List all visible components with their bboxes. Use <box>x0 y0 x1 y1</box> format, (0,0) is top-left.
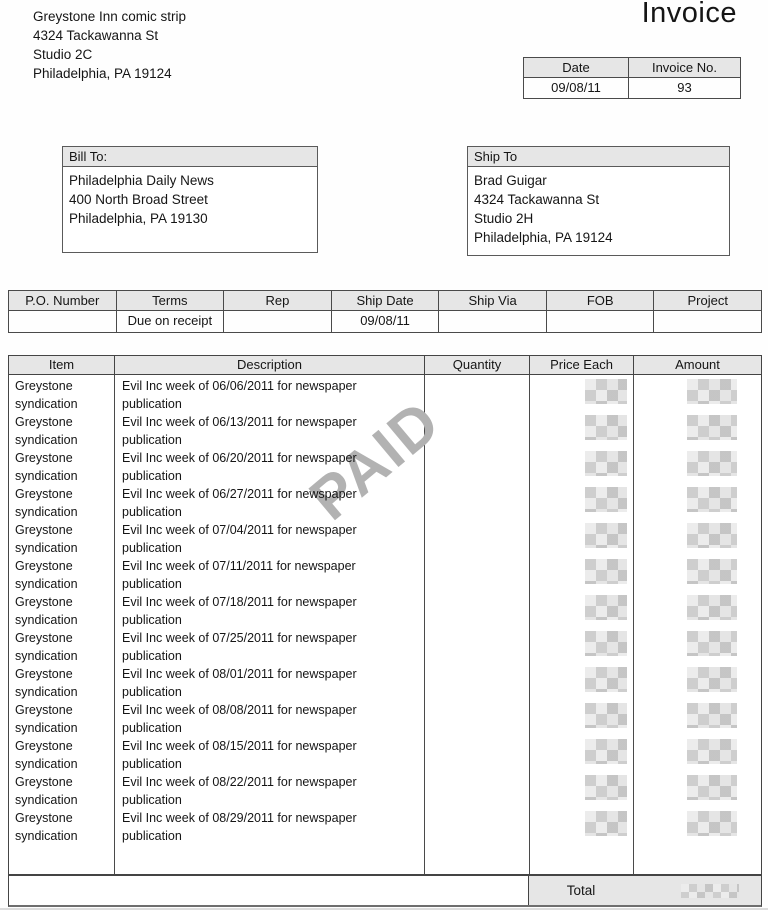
quantity-cell <box>424 773 529 809</box>
redacted-price-mosaic <box>585 775 627 800</box>
invoice-meta-table <box>523 57 741 99</box>
description-cell: Evil Inc week of 08/08/2011 for newspaper publication <box>122 703 357 735</box>
column-header-description: Description <box>114 356 424 374</box>
meta-value-date: 09/08/11 <box>524 78 629 98</box>
amount-cell <box>633 809 761 845</box>
bill-to-box <box>62 146 318 253</box>
company-address <box>33 7 186 83</box>
amount-cell <box>633 557 761 593</box>
item-cell: Greystone syndication <box>15 703 78 735</box>
ship-to-line: Philadelphia, PA 19124 <box>474 230 613 245</box>
item-cell: Greystone syndication <box>15 415 78 447</box>
quantity-cell <box>424 557 529 593</box>
description-cell: Evil Inc week of 06/06/2011 for newspaper publication <box>122 379 357 411</box>
item-cell: Greystone syndication <box>15 667 78 699</box>
order-header-ship-date: Ship Date <box>332 291 440 311</box>
description-cell: Evil Inc week of 06/13/2011 for newspaper publication <box>122 415 357 447</box>
order-header-ship-via: Ship Via <box>439 291 547 311</box>
table-row <box>9 737 761 773</box>
redacted-amount-mosaic <box>687 811 737 836</box>
amount-cell <box>633 773 761 809</box>
redacted-price-mosaic <box>585 595 627 620</box>
price-each-cell <box>529 485 633 521</box>
column-header-item: Item <box>48 357 75 372</box>
description-cell: Evil Inc week of 08/22/2011 for newspaper publication <box>122 775 357 807</box>
invoice-title: Invoice <box>641 0 737 29</box>
ship-to-address <box>468 167 729 251</box>
description-cell: Evil Inc week of 07/25/2011 for newspaper publication <box>122 631 357 663</box>
meta-header-invoice-no: Invoice No. <box>629 58 740 78</box>
table-row <box>9 521 761 557</box>
quantity-cell <box>424 593 529 629</box>
company-suite: Studio 2C <box>33 47 93 62</box>
line-items-header <box>8 355 762 375</box>
table-row <box>9 377 761 413</box>
line-items-body <box>8 375 762 875</box>
price-each-cell <box>529 737 633 773</box>
price-each-cell <box>529 413 633 449</box>
quantity-cell <box>424 485 529 521</box>
redacted-amount-mosaic <box>687 703 737 728</box>
redacted-amount-mosaic <box>687 379 737 404</box>
description-cell: Evil Inc week of 08/29/2011 for newspaper publication <box>122 811 357 843</box>
line-items-rows <box>9 377 761 845</box>
order-header-project: Project <box>654 291 761 311</box>
order-value-po-number <box>9 311 117 332</box>
item-cell: Greystone syndication <box>15 523 78 555</box>
amount-cell <box>633 593 761 629</box>
bill-to-label: Bill To: <box>63 147 317 167</box>
order-header-terms: Terms <box>117 291 225 311</box>
description-cell: Evil Inc week of 07/18/2011 for newspaper publication <box>122 595 357 627</box>
quantity-cell <box>424 809 529 845</box>
redacted-amount-mosaic <box>687 631 737 656</box>
company-name: Greystone Inn comic strip <box>33 9 187 24</box>
quantity-cell <box>424 377 529 413</box>
redacted-amount-mosaic <box>687 451 737 476</box>
line-items-table <box>8 355 762 907</box>
meta-value-invoice-no: 93 <box>677 80 692 95</box>
item-cell: Greystone syndication <box>15 631 78 663</box>
quantity-cell <box>424 629 529 665</box>
table-row <box>9 485 761 521</box>
price-each-cell <box>529 809 633 845</box>
quantity-cell <box>424 521 529 557</box>
order-value-ship-via <box>439 311 547 332</box>
order-header-po-number: P.O. Number <box>9 291 117 311</box>
quantity-cell <box>424 449 529 485</box>
redacted-price-mosaic <box>585 379 627 404</box>
item-cell: Greystone syndication <box>15 775 78 807</box>
redacted-total-amount <box>681 884 739 898</box>
quantity-cell <box>424 737 529 773</box>
redacted-amount-mosaic <box>687 667 737 692</box>
amount-cell <box>633 521 761 557</box>
order-value-terms: Due on receipt <box>117 311 225 332</box>
table-row <box>9 773 761 809</box>
order-info-table <box>8 290 762 333</box>
description-cell: Evil Inc week of 08/01/2011 for newspaper publication <box>122 667 357 699</box>
total-label: Total <box>566 883 596 898</box>
item-cell: Greystone syndication <box>15 559 78 591</box>
ship-to-line: 4324 Tackawanna St <box>474 192 600 207</box>
redacted-amount-mosaic <box>687 523 737 548</box>
table-row <box>9 701 761 737</box>
redacted-amount-mosaic <box>687 415 737 440</box>
amount-cell <box>633 629 761 665</box>
ship-to-line: Studio 2H <box>474 211 534 226</box>
column-header-price-each: Price Each <box>529 356 633 374</box>
redacted-price-mosaic <box>585 703 627 728</box>
amount-cell <box>633 665 761 701</box>
price-each-cell <box>529 773 633 809</box>
redacted-amount-mosaic <box>687 559 737 584</box>
table-row <box>9 809 761 845</box>
quantity-cell <box>424 413 529 449</box>
price-each-cell <box>529 377 633 413</box>
order-value-fob <box>547 311 655 332</box>
redacted-amount-mosaic <box>687 595 737 620</box>
item-cell: Greystone syndication <box>15 451 78 483</box>
price-each-cell <box>529 449 633 485</box>
column-header-amount: Amount <box>633 356 761 374</box>
order-value-ship-date: 09/08/11 <box>332 311 440 332</box>
table-row <box>9 593 761 629</box>
redacted-price-mosaic <box>585 631 627 656</box>
table-row <box>9 557 761 593</box>
item-cell: Greystone syndication <box>15 595 78 627</box>
description-cell: Evil Inc week of 08/15/2011 for newspaper publication <box>122 739 357 771</box>
amount-cell <box>633 449 761 485</box>
order-value-rep <box>224 311 332 332</box>
price-each-cell <box>529 629 633 665</box>
redacted-price-mosaic <box>585 739 627 764</box>
amount-cell <box>633 701 761 737</box>
total-row-gray-cell <box>529 876 761 905</box>
redacted-price-mosaic <box>585 559 627 584</box>
amount-cell <box>633 485 761 521</box>
description-cell: Evil Inc week of 07/04/2011 for newspaper publication <box>122 523 357 555</box>
ship-to-line: Brad Guigar <box>474 173 547 188</box>
bill-to-line: Philadelphia, PA 19130 <box>69 211 208 226</box>
ship-to-label: Ship To <box>468 147 729 167</box>
description-cell: Evil Inc week of 06/27/2011 for newspaper publication <box>122 487 357 519</box>
bill-to-line: 400 North Broad Street <box>69 192 208 207</box>
price-each-cell <box>529 665 633 701</box>
table-row <box>9 629 761 665</box>
item-cell: Greystone syndication <box>15 487 78 519</box>
amount-cell <box>633 737 761 773</box>
price-each-cell <box>529 521 633 557</box>
amount-cell <box>633 413 761 449</box>
bill-to-address <box>63 167 317 232</box>
ship-to-box <box>467 146 730 256</box>
meta-header-date: Date <box>524 58 629 78</box>
table-row <box>9 413 761 449</box>
order-header-fob: FOB <box>547 291 655 311</box>
redacted-amount-mosaic <box>687 487 737 512</box>
company-city: Philadelphia, PA 19124 <box>33 66 172 81</box>
redacted-price-mosaic <box>585 451 627 476</box>
total-row <box>8 875 762 907</box>
price-each-cell <box>529 701 633 737</box>
total-row-blank-cell <box>9 876 529 905</box>
table-row <box>9 449 761 485</box>
paid-watermark: PAID <box>297 387 453 533</box>
company-street: 4324 Tackawanna St <box>33 28 159 43</box>
redacted-price-mosaic <box>585 415 627 440</box>
redacted-price-mosaic <box>585 667 627 692</box>
redacted-amount-mosaic <box>687 775 737 800</box>
description-cell: Evil Inc week of 07/11/2011 for newspaper publication <box>122 559 356 591</box>
column-header-quantity: Quantity <box>424 356 529 374</box>
order-header-rep: Rep <box>224 291 332 311</box>
item-cell: Greystone syndication <box>15 811 78 843</box>
amount-cell <box>633 377 761 413</box>
item-cell: Greystone syndication <box>15 379 78 411</box>
redacted-price-mosaic <box>585 811 627 836</box>
redacted-amount-mosaic <box>687 739 737 764</box>
quantity-cell <box>424 665 529 701</box>
table-row <box>9 665 761 701</box>
item-cell: Greystone syndication <box>15 739 78 771</box>
description-cell: Evil Inc week of 06/20/2011 for newspaper publication <box>122 451 357 483</box>
quantity-cell <box>424 701 529 737</box>
price-each-cell <box>529 593 633 629</box>
redacted-price-mosaic <box>585 487 627 512</box>
order-value-project <box>654 311 761 332</box>
redacted-price-mosaic <box>585 523 627 548</box>
price-each-cell <box>529 557 633 593</box>
bill-to-line: Philadelphia Daily News <box>69 173 214 188</box>
